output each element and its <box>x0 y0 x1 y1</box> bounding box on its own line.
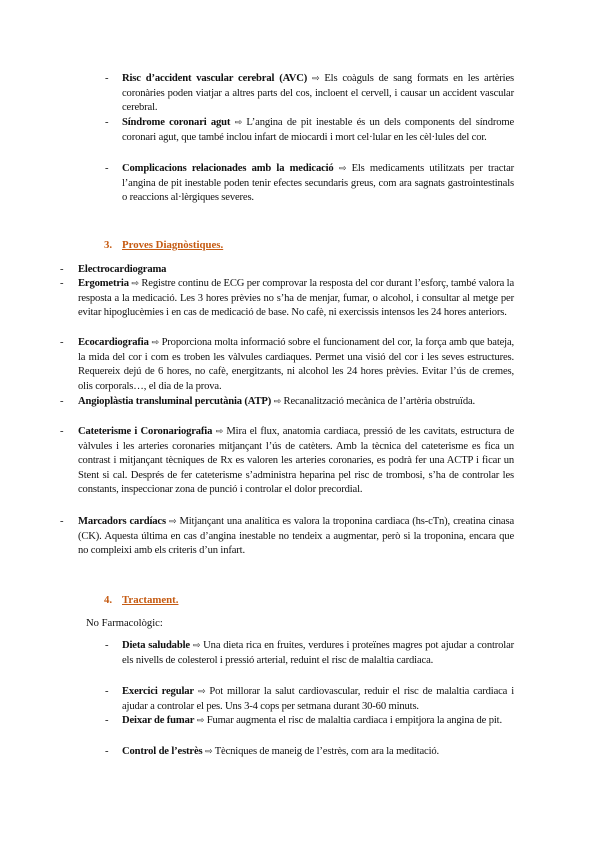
list-bullet: - <box>105 163 109 174</box>
item-term: Exercici regular <box>122 686 194 697</box>
section-heading-proves <box>104 238 223 252</box>
list-bullet: - <box>105 117 109 128</box>
list-bullet: - <box>60 337 64 348</box>
item-text: Mitjançant una analítica es valora la troponina cardiaca (hs-cTn), creatina cinasa (CK). Aquesta última en cas d’angina inestable no tendeix a augmentar, però si la troponina, encara que no compleixi amb els criteris d’un infart. <box>78 516 515 557</box>
list-item-marcadors <box>78 515 514 559</box>
list-item-avc <box>122 72 514 116</box>
arrow-icon: ⇨ <box>192 641 201 651</box>
item-text: Una dieta rica en fruites, verdures i proteïnes magres pot ajudar a controlar els nivells de colesterol i pressió arterial, reduint el risc de malaltia cardiaca. <box>122 640 515 666</box>
arrow-icon: ⇨ <box>196 716 205 726</box>
item-term: Electrocardiograma <box>78 264 167 275</box>
item-text: L’angina de pit inestable és un dels components del síndrome coronari agut, que també inclou infart de miocardi i mort cel·lular en les cèl·lules del cor. <box>122 117 515 143</box>
arrow-icon: ⇨ <box>273 397 282 407</box>
section-number: 3. <box>104 239 113 251</box>
item-text: Recanalització mecànica de l’artèria obstruïda. <box>283 396 476 407</box>
list-bullet: - <box>60 278 64 289</box>
list-bullet: - <box>60 426 64 437</box>
list-item-estres <box>122 745 514 760</box>
list-item-medicacio <box>122 162 514 206</box>
item-term: Control de l’estrès <box>122 746 203 757</box>
list-item-cateterisme <box>78 425 514 498</box>
item-term: Dieta saludable <box>122 640 190 651</box>
arrow-icon: ⇨ <box>338 164 347 174</box>
list-bullet: - <box>60 516 64 527</box>
item-term: Síndrome coronari agut <box>122 117 231 128</box>
item-term: Ecocardiografia <box>78 337 149 348</box>
item-term: Deixar de fumar <box>122 715 195 726</box>
list-item-sca <box>122 116 514 145</box>
item-text: Fumar augmenta el risc de malaltia cardiaca i empitjora la angina de pit. <box>206 715 502 726</box>
section-number: 4. <box>104 594 113 606</box>
list-item-ergometria <box>78 277 514 321</box>
list-item-atp <box>78 395 514 410</box>
section-title: Tractament. <box>122 594 179 606</box>
item-term: Ergometria <box>78 278 129 289</box>
item-term: Angioplàstia transluminal percutània (ATP) <box>78 396 272 407</box>
item-term: Marcadors cardíacs <box>78 516 166 527</box>
list-bullet: - <box>105 686 109 697</box>
list-item-dieta <box>122 639 514 668</box>
list-bullet: - <box>60 396 64 407</box>
list-bullet: - <box>60 264 64 275</box>
section-title: Proves Diagnòstiques. <box>122 239 224 251</box>
arrow-icon: ⇨ <box>205 747 213 757</box>
arrow-icon: ⇨ <box>131 279 139 289</box>
item-term: Risc d’accident vascular cerebral (AVC) <box>122 73 308 84</box>
arrow-icon: ⇨ <box>151 338 159 348</box>
item-text: Pot millorar la salut cardiovascular, reduir el risc de malaltia cardiaca i ajudar a controlar el pes. Uns 3-4 cops per setmana durant 30-60 minuts. <box>122 686 514 712</box>
section-heading-tractament <box>104 593 178 607</box>
list-bullet: - <box>105 715 109 726</box>
arrow-icon: ⇨ <box>197 687 206 697</box>
item-text: Mira el flux, anatomia cardiaca, pressió de les cavitats, estructura de vàlvules i les arteries coronaries mitjançant l’ús de catèters. Amb la tècnica del cateterisme es fica un contrast i mitjançant tècniques de Rx es valoren les arteries coronaries, es podrà fer una ACTP i ficar un Stent si cal. Després de fer cateterisme s’administra heparina pel risc de trombosi, s’ha de controlar les constants, inspeccionar zona de punció i controlar el dolor precordial. <box>78 426 514 496</box>
list-item-exercici <box>122 685 514 714</box>
list-bullet: - <box>105 640 109 651</box>
item-text: Els medicaments utilitzats per tractar l’angina de pit inestable poden tenir efectes secundaris greus, com ara sagnats gastrointestinals o reaccions al·lèrgiques severes. <box>122 163 515 204</box>
list-item-ecocardiografia <box>78 336 514 394</box>
item-term: Cateterisme i Coronariografia <box>78 426 213 437</box>
item-text: Tècniques de maneig de l’estrès, com ara la meditació. <box>214 746 440 757</box>
list-bullet: - <box>105 746 109 757</box>
arrow-icon: ⇨ <box>215 427 224 437</box>
item-text: Registre continu de ECG per comprovar la resposta del cor durant l’esforç, també valora la resposta a la medicació. Les 3 hores prèvies no s’ha de menjar, fumar, o alcohol, i consultar al metge per evitar hipoglucèmies i en cas de medicació de base. No cafè, ni exercissis intensos les 24 hores anteriors. <box>78 278 515 319</box>
arrow-icon: ⇨ <box>169 517 177 527</box>
list-bullet: - <box>105 73 109 84</box>
item-text: Proporciona molta informació sobre el funcionament del cor, la força amb que bateja, la mida del cor i com es troben les vàlvules cardiaques. Permet una visió del cor i les seves estructures. Requereix dejú de 6 hores, no cafè, energitzants, ni alcohol les 24 hores prèvies. Evitar l’ús de cremes, olis corporals…, el dia de la prova. <box>78 337 515 392</box>
arrow-icon: ⇨ <box>234 118 243 128</box>
no-farmacologic-label: No Farmacològic: <box>86 618 163 629</box>
item-term: Complicacions relacionades amb la medicació <box>122 163 334 174</box>
arrow-icon: ⇨ <box>312 74 320 84</box>
item-text: Els coàguls de sang formats en les artèries coronàries poden viatjar a altres parts del cos, incloent el cervell, i causar un accident vascular cerebral. <box>122 73 514 114</box>
list-item-fumar <box>122 714 514 729</box>
list-item-ecg <box>78 263 514 278</box>
